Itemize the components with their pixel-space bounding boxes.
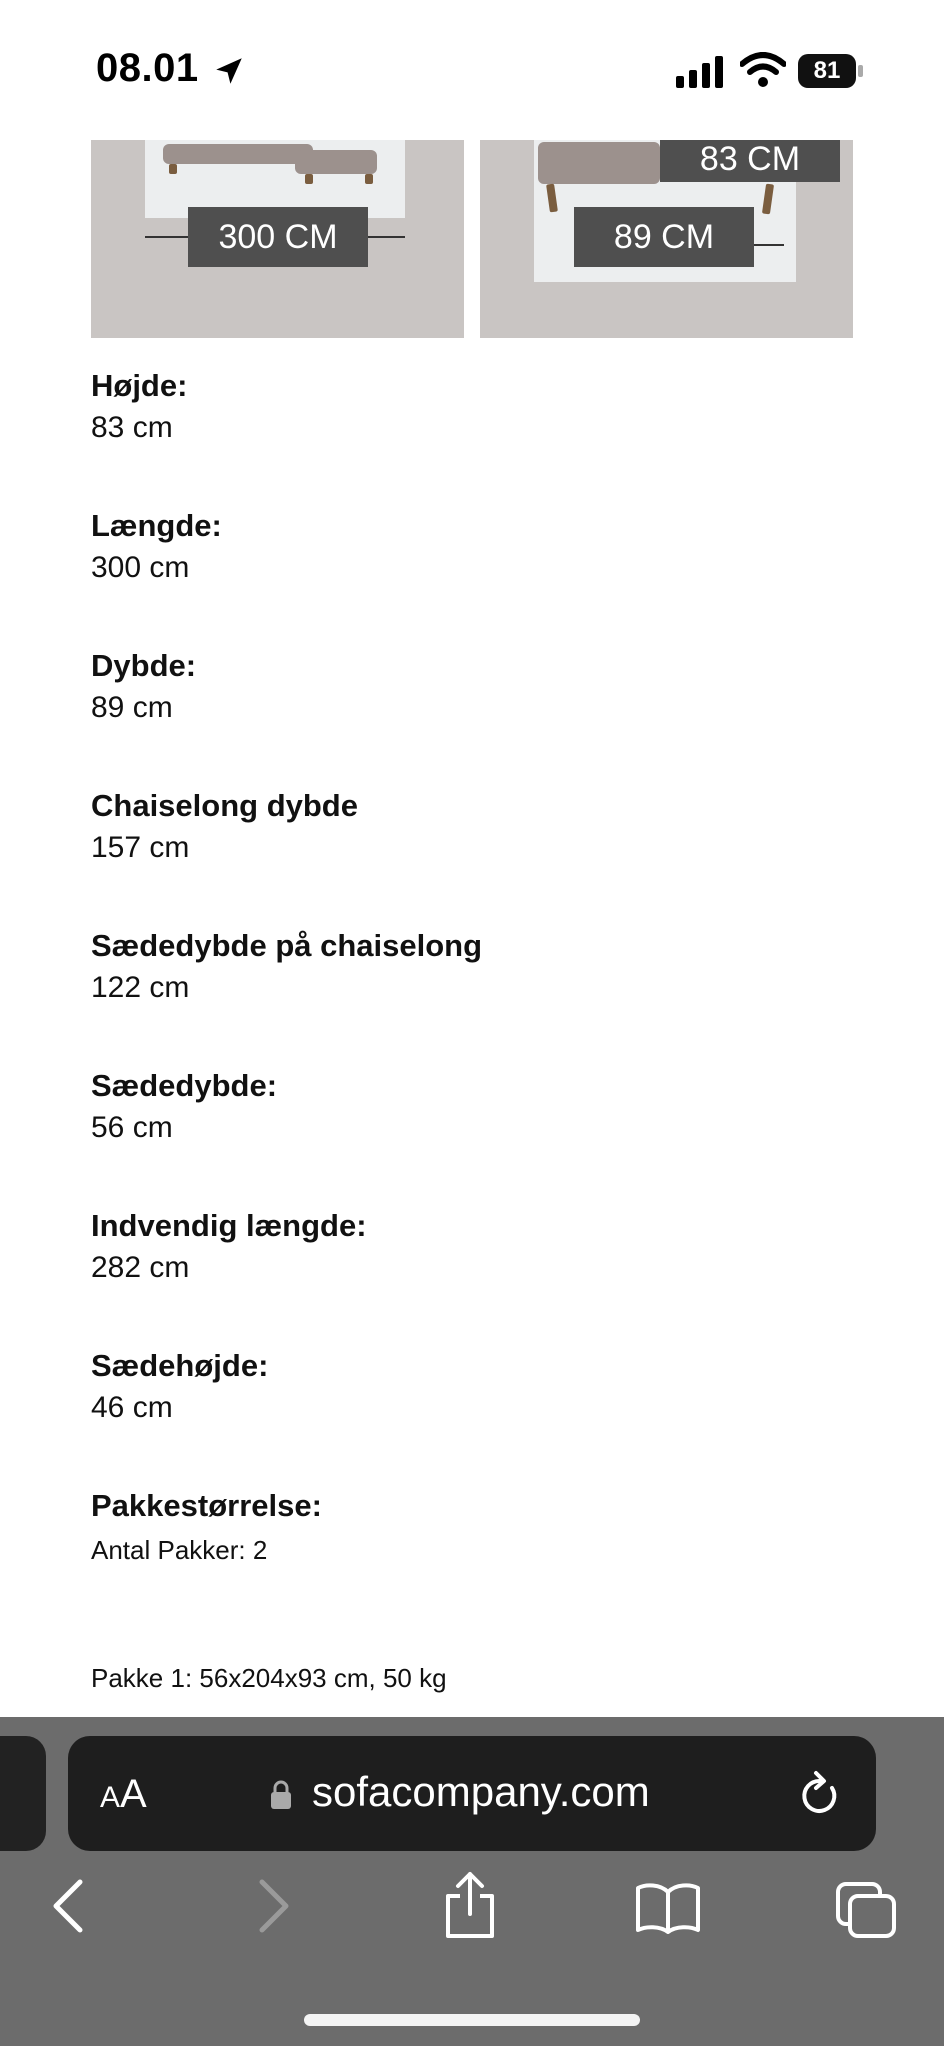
spec-label: Længde: — [91, 508, 222, 543]
spec-label: Pakkestørrelse: — [91, 1488, 322, 1523]
book-icon[interactable] — [634, 1882, 702, 1934]
length-dimension-tag: 300 CM — [188, 207, 368, 267]
spec-hojde — [91, 366, 891, 450]
sofa-chaise — [295, 150, 377, 174]
spec-saededybde-chaiselong — [91, 926, 891, 1010]
spec-label: Sædedybde: — [91, 1068, 278, 1103]
location-arrow-icon — [212, 54, 246, 88]
cellular-signal-icon — [676, 56, 726, 88]
spec-saededybde — [91, 1066, 891, 1150]
product-image-length[interactable] — [91, 140, 464, 338]
height-dimension-tag: 83 CM — [660, 140, 840, 182]
share-icon[interactable] — [442, 1870, 498, 1940]
tabs-icon[interactable] — [834, 1880, 898, 1940]
spec-value: 46 cm — [91, 1391, 173, 1424]
spec-laengde — [91, 506, 891, 590]
product-image-depth[interactable] — [480, 140, 853, 338]
chevron-right-icon[interactable] — [256, 1878, 292, 1934]
spec-package-size — [91, 1486, 891, 1570]
chevron-left-icon[interactable] — [50, 1878, 86, 1934]
spec-label: Dybde: — [91, 648, 197, 683]
spec-label: Chaiselong dybde — [91, 788, 358, 823]
spec-dybde — [91, 646, 891, 730]
spec-chaiselong-dybde — [91, 786, 891, 870]
spec-value: 157 cm — [91, 831, 190, 864]
reader-text-size-button[interactable] — [100, 1772, 147, 1817]
spec-saedehojde — [91, 1346, 891, 1430]
spec-value: 83 cm — [91, 411, 173, 444]
battery-indicator — [798, 54, 864, 88]
battery-level: 81 — [813, 57, 841, 84]
aa-large-glyph: A — [120, 1772, 147, 1816]
sofa-seat — [163, 144, 313, 164]
spec-value: 56 cm — [91, 1111, 173, 1144]
status-time: 08.01 — [96, 46, 199, 90]
spec-label: Sædehøjde: — [91, 1348, 269, 1383]
spec-value: 122 cm — [91, 971, 190, 1004]
url-text[interactable]: sofacompany.com — [312, 1768, 650, 1815]
package-count: Antal Pakker: 2 — [91, 1535, 268, 1565]
spec-label: Højde: — [91, 368, 188, 403]
aa-small-glyph: A — [100, 1781, 121, 1814]
spec-value: 300 cm — [91, 551, 190, 584]
spec-label: Sædedybde på chaiselong — [91, 928, 483, 963]
dimensions-spec-list — [91, 366, 891, 1626]
spec-label: Indvendig længde: — [91, 1208, 367, 1243]
package-1-details: Pakke 1: 56x204x93 cm, 50 kg — [91, 1663, 447, 1693]
reload-icon[interactable] — [798, 1770, 842, 1818]
depth-dimension-tag: 89 CM — [574, 207, 754, 267]
wifi-icon — [740, 52, 786, 88]
status-bar — [0, 0, 944, 140]
previous-tab-preview[interactable] — [0, 1736, 46, 1851]
spec-indvendig-laengde — [91, 1206, 891, 1290]
lock-icon — [270, 1780, 292, 1810]
sofa-side — [538, 142, 660, 184]
home-indicator[interactable] — [304, 2014, 640, 2026]
spec-value: 282 cm — [91, 1251, 190, 1284]
spec-value: 89 cm — [91, 691, 173, 724]
